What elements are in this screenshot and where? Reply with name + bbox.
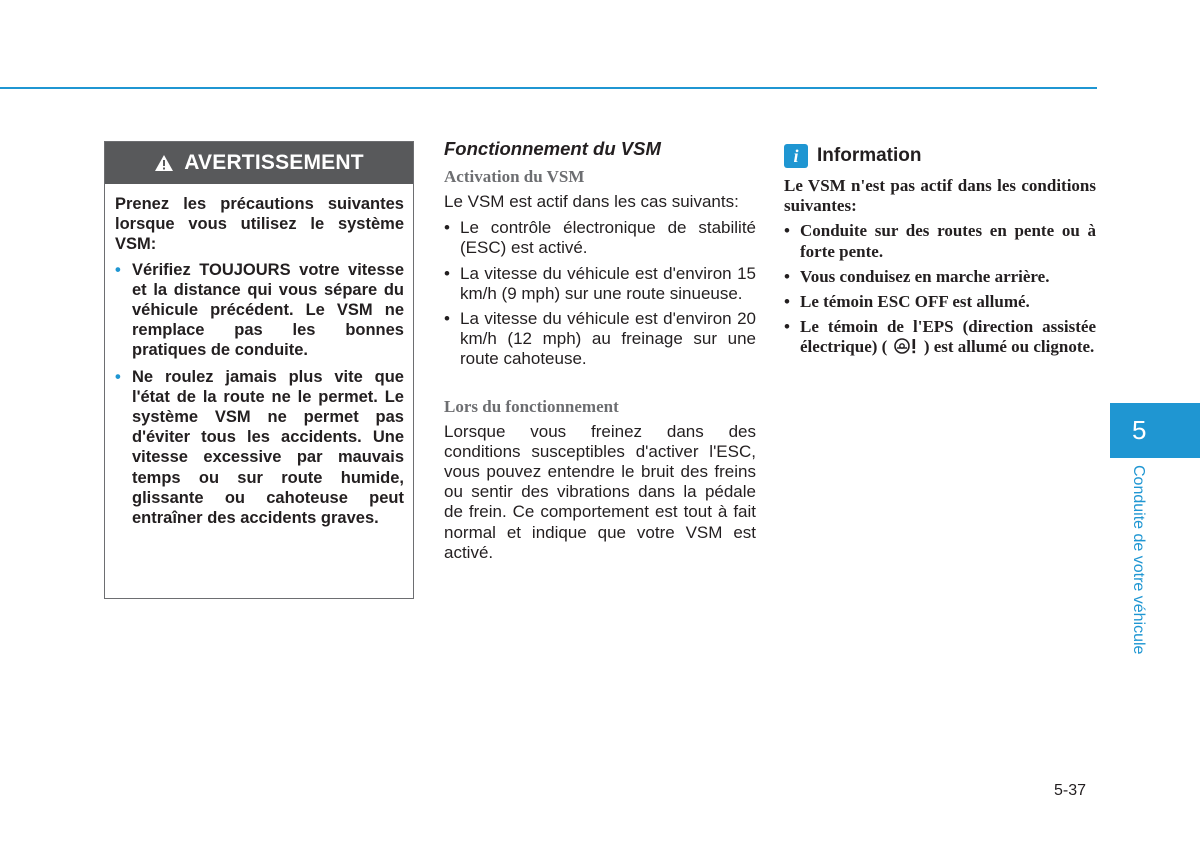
- chapter-number: 5: [1132, 415, 1147, 445]
- bullet: •: [784, 317, 790, 337]
- bullet: •: [444, 263, 450, 283]
- warning-item-text: Vérifiez TOUJOURS votre vitesse et la distance qui vous sépare du véhicule précédent. Le VSM ne remplace pas les bonnes pratiques de conduite.: [132, 260, 404, 360]
- info-item: [784, 292, 1096, 312]
- operation-heading: Lors du fonctionnement: [444, 396, 619, 416]
- list-item: [444, 218, 756, 258]
- list-item-text: Le contrôle électronique de stabilité (ESC) est activé.: [460, 218, 756, 258]
- warning-header: [105, 142, 413, 184]
- info-item: [784, 221, 1096, 261]
- info-item-text: Vous conduisez en marche arrière.: [800, 266, 1050, 286]
- bullet: •: [115, 260, 121, 279]
- warning-box: [104, 141, 414, 599]
- warning-item: [115, 260, 404, 361]
- activation-list: [444, 218, 756, 369]
- list-item-text: La vitesse du véhicule est d'environ 20 km/h (12 mph) au freinage sur une route cahoteuse.: [460, 309, 756, 369]
- chapter-label: Conduite de votre véhicule: [1130, 465, 1147, 655]
- info-item-text: ) est allumé ou clignote.: [923, 337, 1095, 357]
- info-item-text: Conduite sur des routes en pente ou à forte pente.: [800, 221, 1096, 261]
- section-title: Fonctionnement du VSM: [444, 138, 661, 159]
- bullet: •: [444, 218, 450, 238]
- info-body: [784, 176, 1096, 358]
- info-icon: i: [784, 144, 808, 168]
- top-rule: [0, 87, 1097, 89]
- chapter-tab: [1110, 403, 1200, 458]
- page-number: 5-37: [1054, 782, 1087, 799]
- warning-item: [115, 367, 404, 529]
- info-header: [784, 144, 1096, 168]
- bullet: •: [784, 266, 790, 286]
- info-list: [784, 221, 1096, 357]
- list-item: [444, 309, 756, 370]
- operation-text: Lorsque vous freinez dans des conditions susceptibles d'activer l'ESC, vous pouvez entendre le bruit des freins ou sentir des vibrations dans la pédale de frein. Ce comportement est tout à fait normal et indique que votre VSM est activé.: [444, 421, 756, 562]
- info-intro: Le VSM n'est pas actif dans les conditions suivantes:: [784, 176, 1096, 216]
- warning-list: [115, 260, 404, 529]
- eps-warning-icon: [894, 337, 918, 355]
- info-item-text: Le témoin ESC OFF est allumé.: [800, 292, 1030, 312]
- bullet: •: [784, 292, 790, 312]
- warning-title: AVERTISSEMENT: [184, 151, 364, 174]
- warning-triangle-icon: [154, 154, 174, 172]
- list-item: [444, 264, 756, 304]
- list-item-text: La vitesse du véhicule est d'environ 15 km/h (9 mph) sur une route sinueuse.: [460, 263, 756, 303]
- info-item: [784, 267, 1096, 287]
- bullet: •: [115, 367, 121, 386]
- warning-item-text: Ne roulez jamais plus vite que l'état de la route ne le permet. Le système VSM ne permet pas d'éviter tous les accidents. Une vitesse excessive par mauvais temps ou sur route humide, glissante ou cahoteuse peut entraîner des accidents graves.: [132, 367, 404, 528]
- bullet: •: [444, 309, 450, 329]
- activation-heading: Activation du VSM: [444, 167, 585, 186]
- info-column: [784, 144, 1096, 363]
- info-item: [784, 317, 1096, 357]
- activation-intro: Le VSM est actif dans les cas suivants:: [444, 192, 739, 211]
- info-item-text: Le témoin de l'EPS (direction assistée électrique) (: [800, 317, 1096, 357]
- bullet: •: [784, 221, 790, 241]
- warning-intro: Prenez les précautions suivantes lorsque vous utilisez le système VSM:: [115, 195, 404, 254]
- main-column: [444, 137, 756, 569]
- warning-body: [105, 184, 413, 528]
- info-title: Information: [817, 145, 922, 166]
